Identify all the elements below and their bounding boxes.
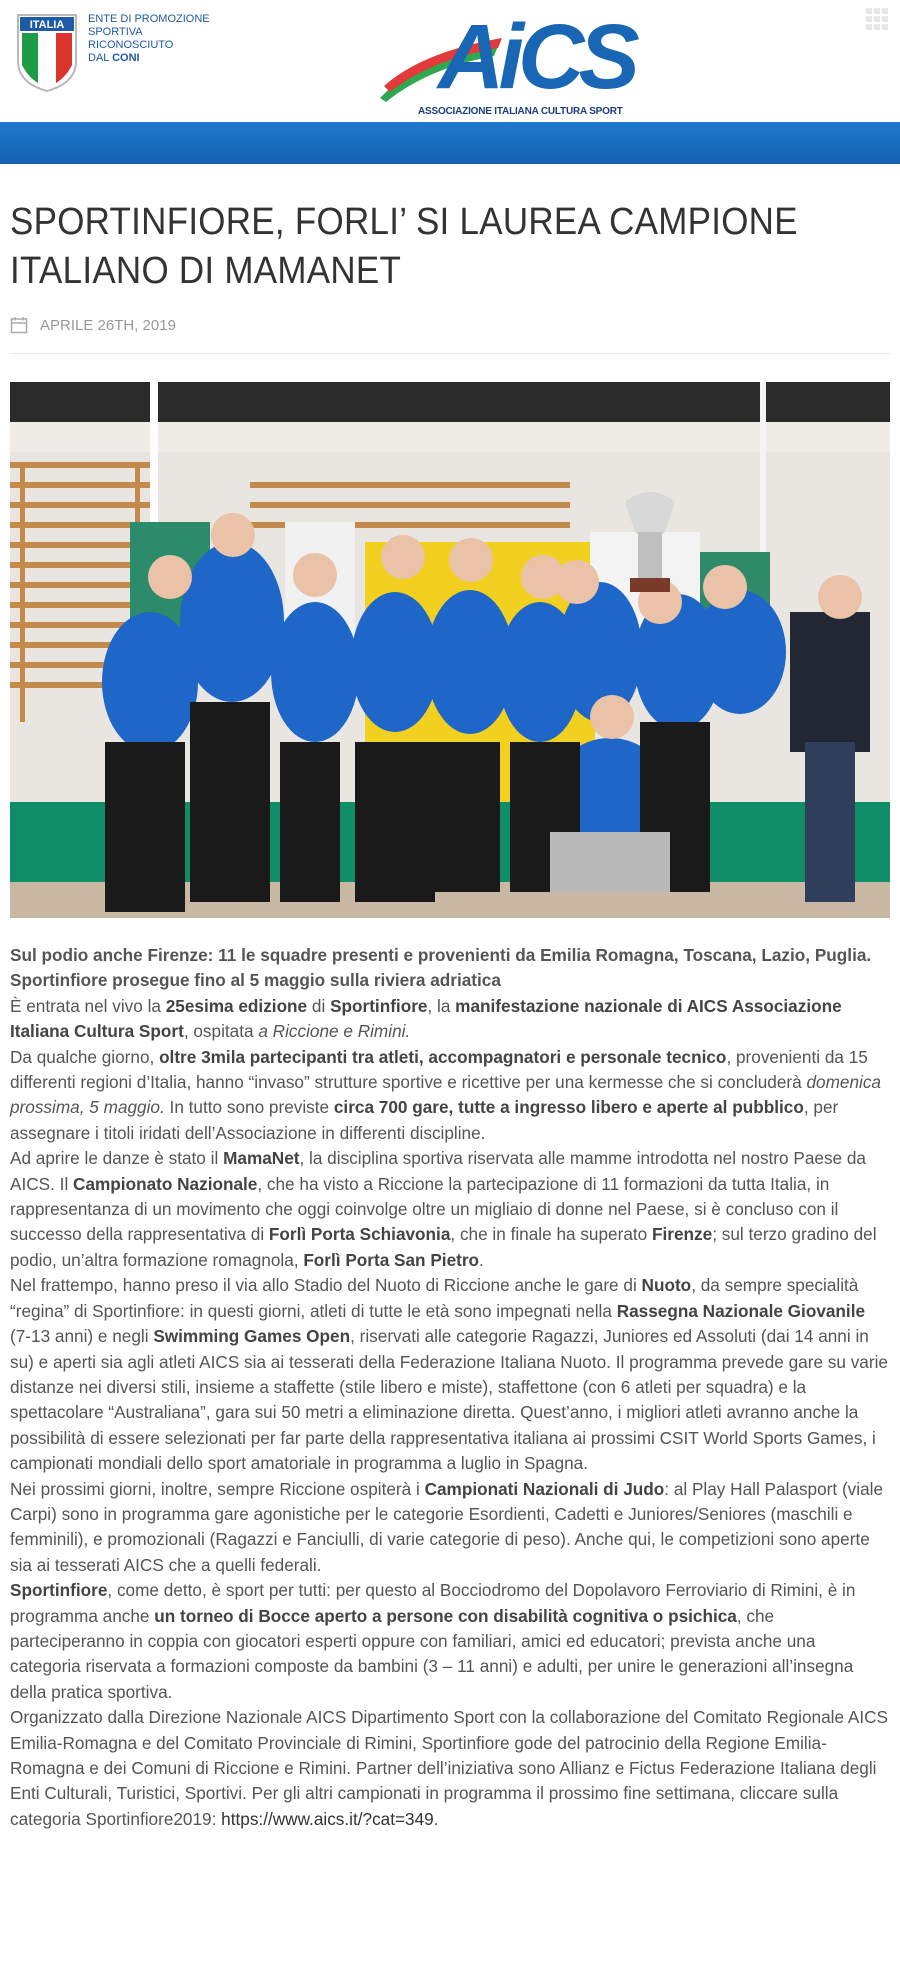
paragraph-5: Nei prossimi giorni, inoltre, sempre Riccione ospiterà i Campionati Nazionali di Judo: al Play Hall Palasport (viale Carpi) sono in programma gare agonistiche per le categorie Esordienti, Cadetti e Juniores/Seniores (maschili e femminili), e promozionali (Ragazzi e Fanciulli, di varie categorie di peso). Anche qui, le competizioni sono aperte sia ai tesserati AICS che a quelli federali. — [10, 1478, 884, 1575]
paragraph-3: Ad aprire le danze è stato il MamaNet, la disciplina sportiva riservata alle mamme introdotta nel nostro Paese da AICS. Il Campionato Nazionale, che ha visto a Riccione la partecipazione di 11 formazioni da tutta Italia, in rappresentanza di un movimento che oggi coinvolge oltre un migliaio di donne nel Paese, si è concluso con il successo della rappresentativa di Forlì Porta Schiavonia, che in finale ha superato Firenze; sul terzo gradino del podio, un’altra formazione romagnola, Forlì Porta San Pietro. — [10, 1148, 877, 1270]
coni-prefix: DAL — [88, 52, 109, 64]
aics-logo-text: AiCS — [438, 6, 634, 108]
site-header — [0, 0, 900, 122]
team-photo[interactable] — [10, 382, 890, 918]
post-date-text: APRILE 26TH, 2019 — [40, 316, 176, 334]
coni-line-3: RICONOSCIUTO — [88, 39, 174, 51]
coni-bold: CONI — [112, 52, 140, 64]
navigation-bar[interactable] — [0, 122, 900, 164]
italia-label: ITALIA — [29, 19, 65, 31]
article-body — [10, 943, 890, 1832]
paragraph-4: Nel frattempo, hanno preso il via allo Stadio del Nuoto di Riccione anche le gare di Nuoto, da sempre specialità “regina” di Sportinfiore: in questi giorni, atleti di tutte le età sono impegnati nella Rassegna Nazionale Giovanile (7-13 anni) e negli Swimming Games Open, riservati alle categorie Ragazzi, Juniores ed Assoluti (dai 14 anni in su) e aperti sia agli atleti AICS sia ai tesserati della Federazione Italiana Nuoto. Il programma prevede gare su varie distanze nei diversi stili, insieme a staffette (stile libero e miste), staffettone (con 6 atleti per squadra) e la spettacolare “Australiana”, gara sui 50 metri a eliminazione diretta. Quest’anno, i migliori atleti avranno anche la possibilità di essere selezionati per far parte della rappresentativa italiana ai prossimi CSIT World Sports Games, i campionati mondiali dello sport amatoriale in programma a luglio in Spagna. — [10, 1275, 888, 1474]
coni-line-1: ENTE DI PROMOZIONE — [88, 13, 210, 25]
aics-logo[interactable] — [378, 2, 653, 118]
team-photo-illustration — [10, 382, 890, 918]
category-link[interactable]: https://www.aics.it/?cat=349 — [221, 1808, 434, 1829]
calendar-icon — [10, 316, 28, 334]
grid-menu-icon[interactable] — [866, 8, 888, 30]
title-divider — [10, 353, 890, 354]
paragraph-6: Sportinfiore, come detto, è sport per tutti: per questo al Bocciodromo del Dopolavoro Ferroviario di Rimini, è in programma anche un torneo di Bocce aperto a persone con disabilità cognitiva o psichica, che parteciperanno in coppia con giocatori esperti oppure con familiari, amici ed educatori; prevista anche una categoria riservata a formazioni composte da bambini (3 – 11 anni) e adulti, per unire le generazioni all’insegna della pratica sportiva. — [10, 1580, 856, 1702]
article-title: SPORTINFIORE, FORLI’ SI LAUREA CAMPIONE ITALIANO DI MAMANET — [10, 201, 798, 292]
coni-recognition-text — [88, 13, 210, 65]
coni-line-2: SPORTIVA — [88, 26, 143, 38]
paragraph-7: Organizzato dalla Direzione Nazionale AICS Dipartimento Sport con la collaborazione del Comitato Regionale AICS Emilia-Romagna e del Comitato Provinciale di Rimini, Sportinfiore gode del patrocinio della Regione Emilia-Romagna e dei Comuni di Riccione e Rimini. Partner dell’iniziativa sono Allianz e Fictus Federazione Italiana degli Enti Culturali, Turistici, Sportivi. Per gli altri campionati in programma il prossimo fine settimana, cliccare sulla categoria Sportinfiore2019: https://www.aics.it/?cat=349. — [10, 1707, 888, 1829]
post-date — [10, 313, 176, 337]
italia-shield-logo[interactable] — [16, 13, 78, 93]
paragraph-1: È entrata nel vivo la 25esima edizione di Sportinfiore, la manifestazione nazionale di AICS Associazione Italiana Cultura Sport, ospitata a Riccione e Rimini. — [10, 995, 842, 1042]
article-lead: Sul podio anche Firenze: 11 le squadre presenti e provenienti da Emilia Romagna, Toscana, Lazio, Puglia. Sportinfiore prosegue fino al 5 maggio sulla riviera adriatica — [10, 945, 872, 991]
aics-tagline: ASSOCIAZIONE ITALIANA CULTURA SPORT — [418, 106, 623, 117]
paragraph-2: Da qualche giorno, oltre 3mila partecipanti tra atleti, accompagnatori e personale tecnico, provenienti da 15 differenti regioni d’Italia, hanno “invaso” strutture sportive e ricettive per una kermesse che si concluderà domenica prossima, 5 maggio. In tutto sono previste circa 700 gare, tutte a ingresso libero e aperte al pubblico, per assegnare i titoli iridati dell’Associazione in differenti discipline. — [10, 1046, 881, 1143]
